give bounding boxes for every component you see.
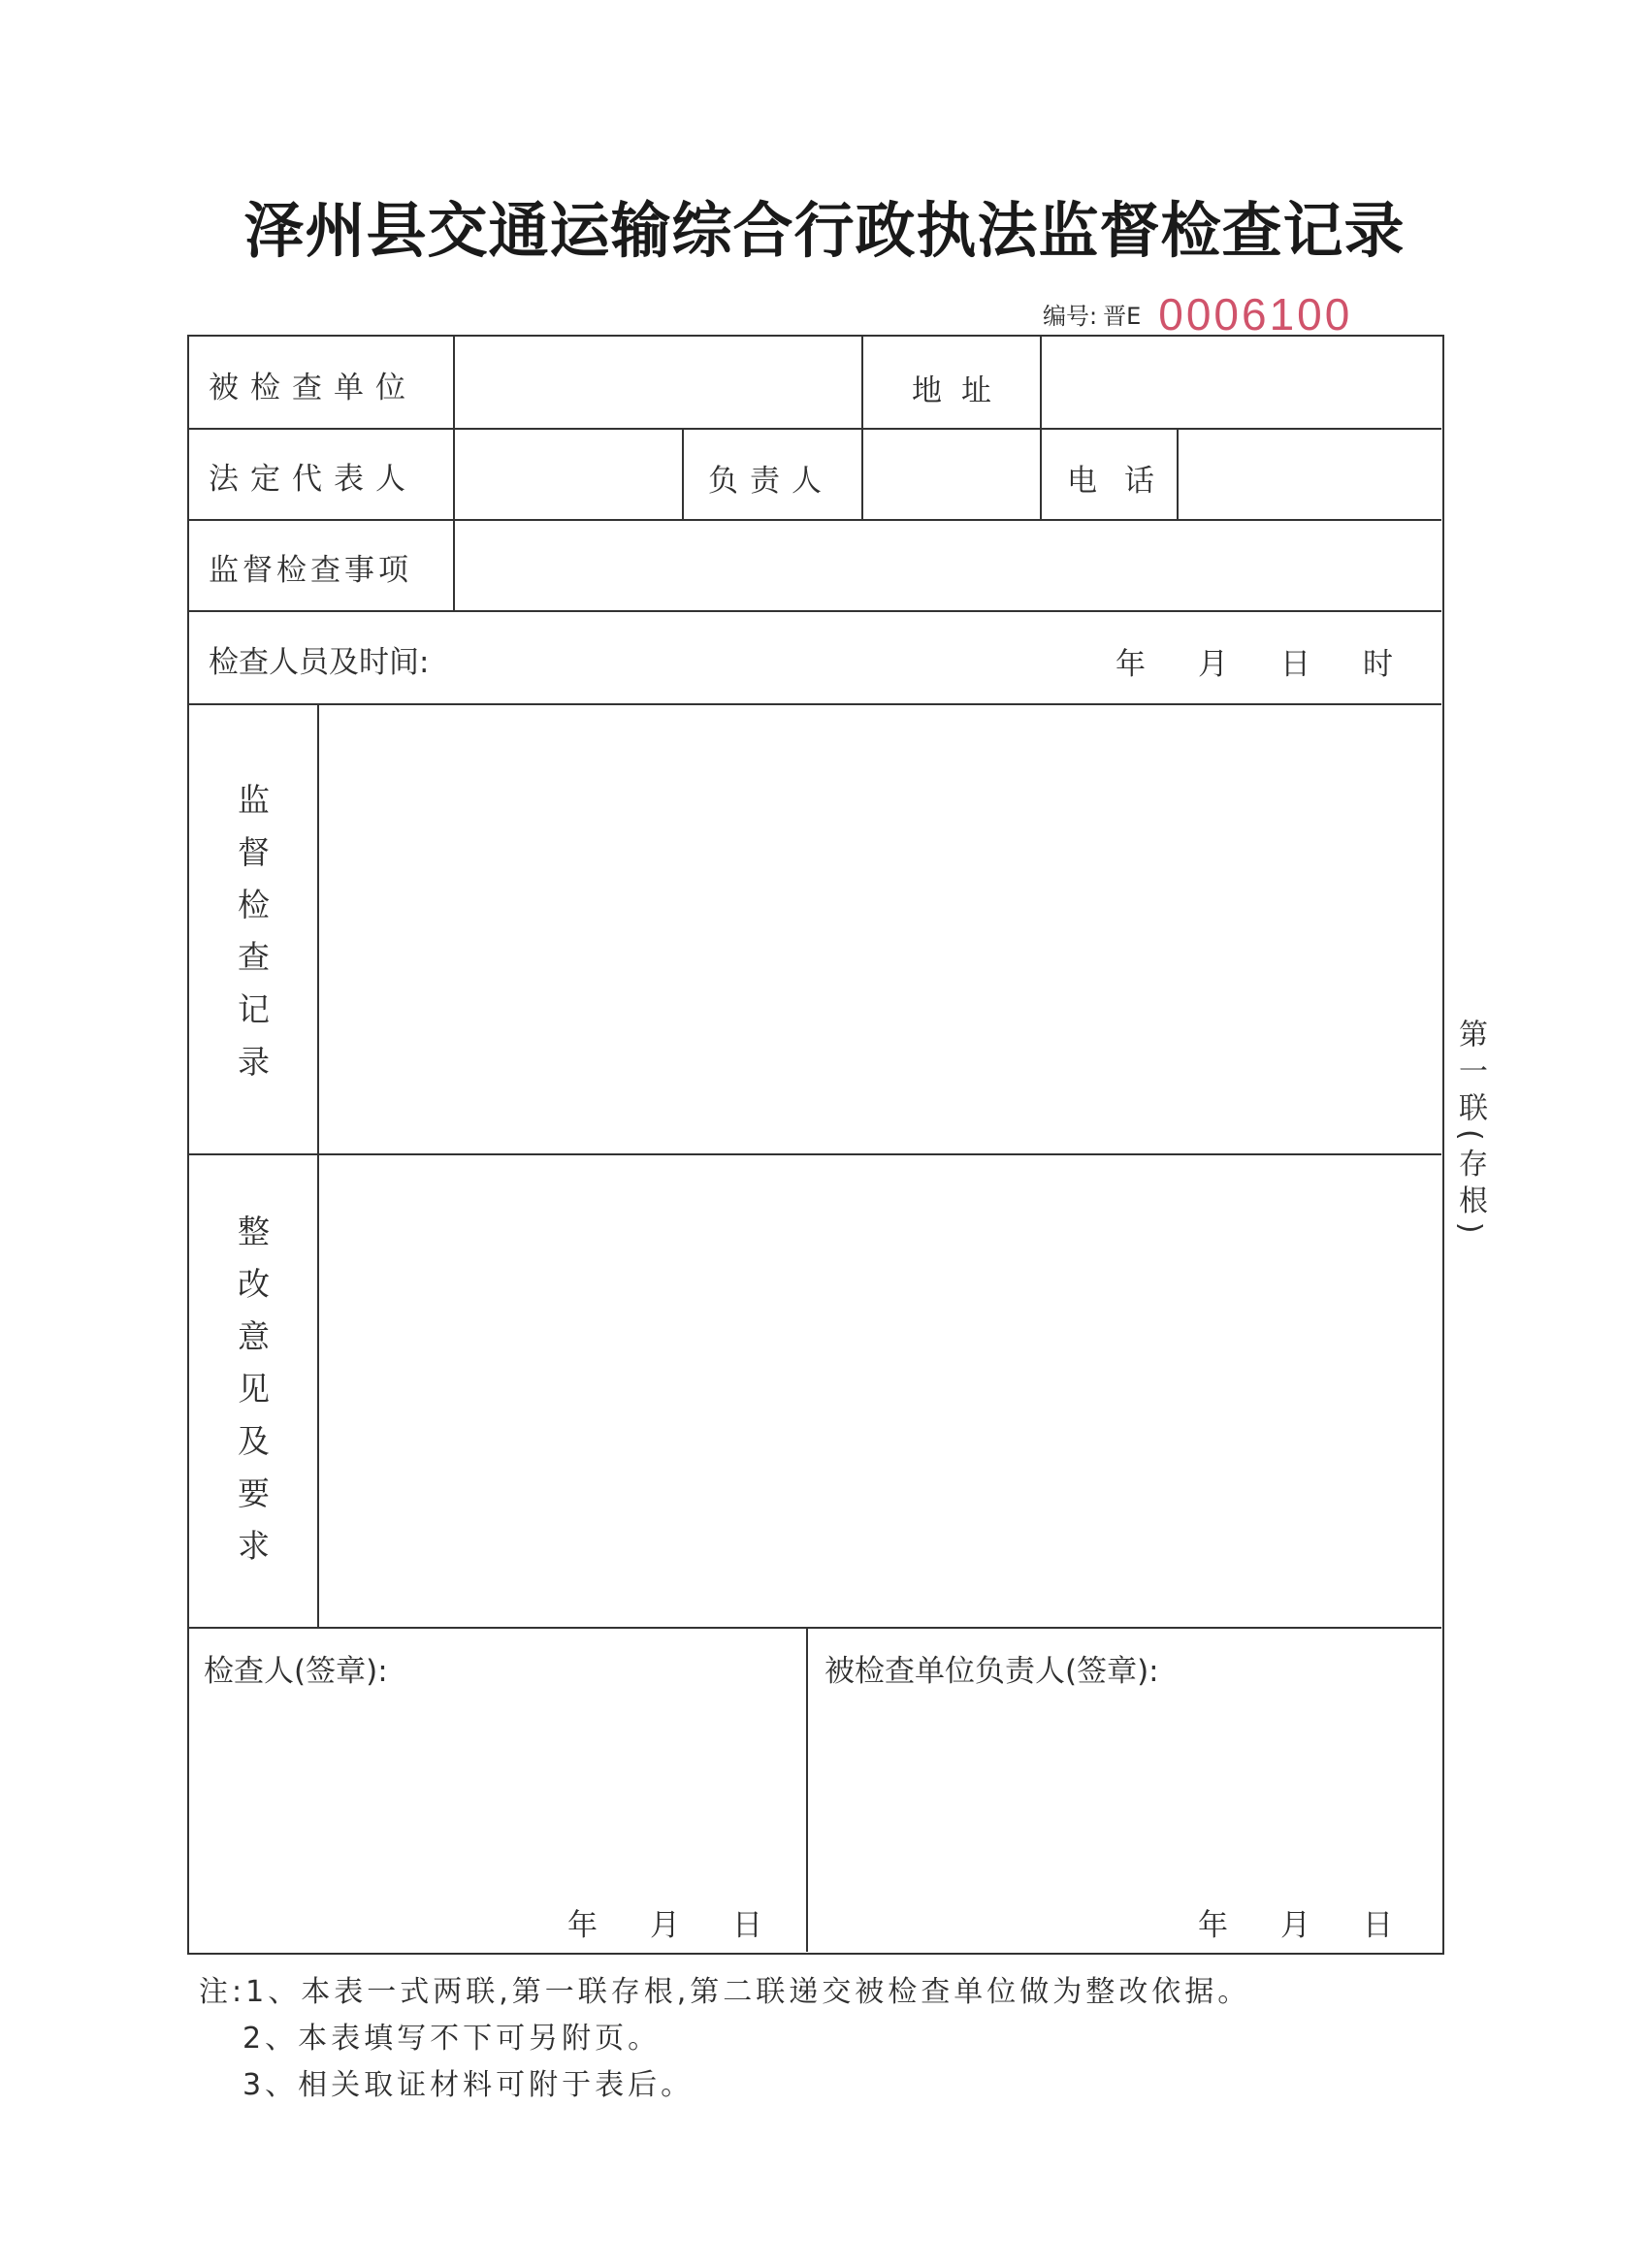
time-hour-label: 时 — [1363, 647, 1393, 682]
time-year-label: 年 — [1116, 647, 1146, 682]
phone-label: 电话 — [1067, 464, 1181, 499]
inspection-matter-field[interactable] — [456, 521, 1439, 608]
address-label: 地址 — [912, 373, 1011, 408]
person-in-charge-field[interactable] — [864, 430, 1037, 517]
note-2: 2、本表填写不下可另附页。 — [242, 2022, 662, 2056]
note-3: 3、相关取证材料可附于表后。 — [242, 2068, 695, 2102]
unit-head-signature-area[interactable] — [810, 1695, 1439, 1889]
note-1: 注:1、本表一式两联,第一联存根,第二联递交被检查单位做为整改依据。 — [199, 1975, 1251, 2009]
unit-head-signature-label: 被检查单位负责人(签章): — [824, 1654, 1159, 1689]
inspection-form — [187, 335, 1444, 1955]
inspected-unit-label: 被检查单位 — [209, 371, 417, 405]
legal-representative-label: 法定代表人 — [209, 462, 417, 497]
inspection-record-field[interactable] — [320, 705, 1439, 1151]
serial-label: 编号: — [1043, 303, 1098, 330]
row-divider — [189, 610, 1441, 612]
inspection-record-label: 监督检查记录 — [233, 783, 271, 1097]
time-month-label: 月 — [1198, 647, 1228, 682]
rectification-field[interactable] — [320, 1155, 1439, 1625]
person-in-charge-label: 负责人 — [708, 464, 833, 499]
footnotes — [199, 1969, 1250, 2109]
unit-sign-day-label: 日 — [1363, 1908, 1393, 1943]
serial-number: 0006100 — [1158, 289, 1353, 340]
inspector-signature-label: 检查人(签章): — [204, 1654, 388, 1689]
row-divider — [189, 1627, 1441, 1629]
serial-number-row — [1043, 286, 1431, 340]
inspector-sign-day-label: 日 — [732, 1908, 762, 1943]
legal-representative-field[interactable] — [456, 430, 679, 517]
address-field[interactable] — [1043, 337, 1440, 428]
unit-sign-year-label: 年 — [1198, 1908, 1228, 1943]
inspector-signature-area[interactable] — [191, 1695, 802, 1889]
copy-number-label: 第一联(存根) — [1453, 1019, 1487, 1242]
column-divider — [682, 428, 684, 519]
inspector-sign-year-label: 年 — [567, 1908, 598, 1943]
document-title: 泽州县交通运输综合行政执法监督检查记录 — [243, 195, 1406, 266]
column-divider — [453, 337, 455, 610]
unit-sign-month-label: 月 — [1280, 1908, 1310, 1943]
column-divider — [806, 1627, 808, 1952]
phone-field[interactable] — [1180, 430, 1439, 517]
serial-prefix: 晋E — [1103, 303, 1142, 330]
column-divider — [317, 703, 319, 1627]
inspectors-time-label: 检查人员及时间: — [209, 645, 430, 680]
time-day-label: 日 — [1280, 647, 1310, 682]
inspector-sign-month-label: 月 — [650, 1908, 680, 1943]
rectification-label: 整改意见及要求 — [233, 1215, 271, 1581]
inspection-matter-label: 监督检查事项 — [209, 553, 412, 588]
